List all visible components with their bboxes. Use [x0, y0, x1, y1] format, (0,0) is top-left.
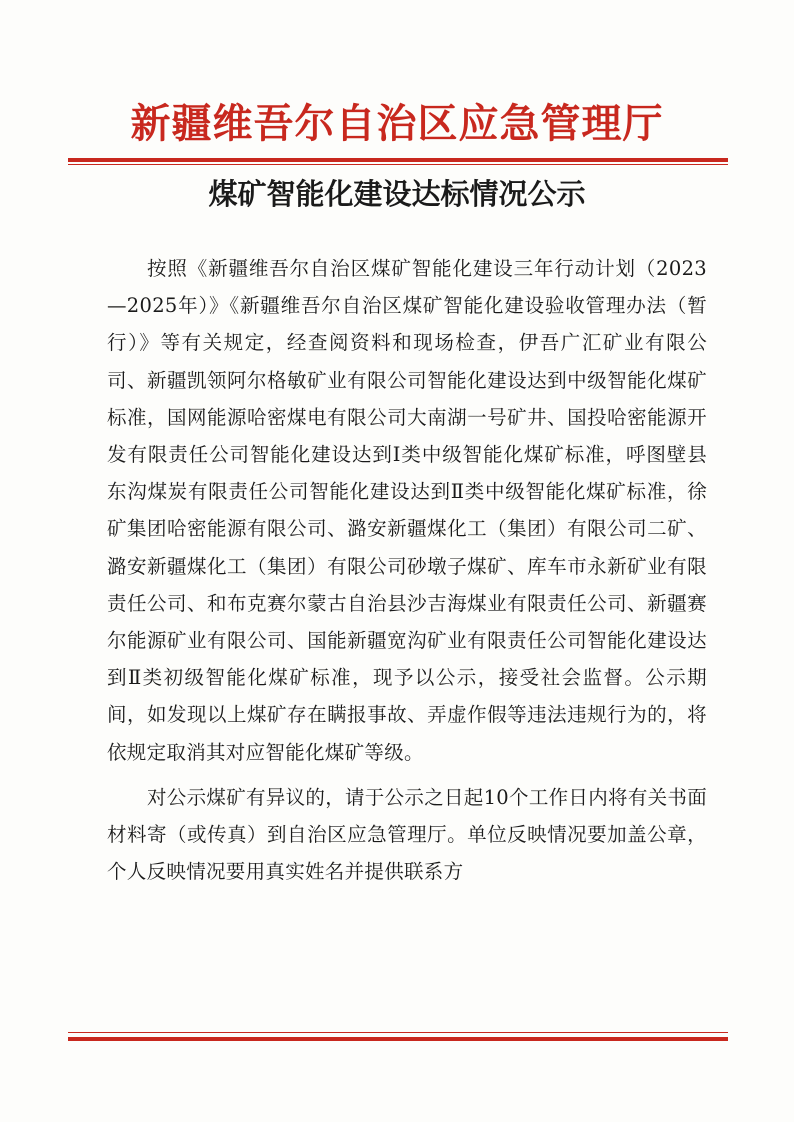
header-rule-thick	[68, 158, 728, 162]
footer-rule-thick	[68, 1037, 728, 1041]
agency-header-title: 新疆维吾尔自治区应急管理厅	[130, 100, 664, 147]
header-rule-thin	[68, 164, 728, 165]
footer-rule-thin	[68, 1032, 728, 1033]
document-title: 煤矿智能化建设达标情况公示	[208, 177, 586, 211]
body-paragraph-1: 按照《新疆维吾尔自治区煤矿智能化建设三年行动计划（2023—2025年）》《新疆维吾尔自治区煤矿智能化建设验收管理办法（暂行）》等有关规定，经查阅资料和现场检查，伊吾广汇矿业有限公司、新疆凯领阿尔格敏矿业有限公司智能化建设达到中级智能化煤矿标准，国网能源哈密煤电有限公司大南湖一号矿井、国投哈密能源开发有限责任公司智能化建设达到Ⅰ类中级智能化煤矿标准，呼图壁县东沟煤炭有限责任公司智能化建设达到Ⅱ类中级智能化煤矿标准，徐矿集团哈密能源有限公司、潞安新疆煤化工（集团）有限公司二矿、潞安新疆煤化工（集团）有限公司砂墩子煤矿、库车市永新矿业有限责任公司、和布克赛尔蒙古自治县沙吉海煤业有限责任公司、新疆赛尔能源矿业有限公司、国能新疆宽沟矿业有限责任公司智能化建设达到Ⅱ类初级智能化煤矿标准，现予以公示，接受社会监督。公示期间，如发现以上煤矿存在瞒报事故、弄虚作假等违法违规行为的，将依规定取消其对应智能化煤矿等级。	[107, 257, 707, 764]
body-paragraph-2: 对公示煤矿有异议的，请于公示之日起10个工作日内将有关书面材料寄（或传真）到自治区应急管理厅。单位反映情况要加盖公章，个人反映情况要用真实姓名并提供联系方	[107, 785, 708, 884]
document-body	[107, 250, 707, 890]
